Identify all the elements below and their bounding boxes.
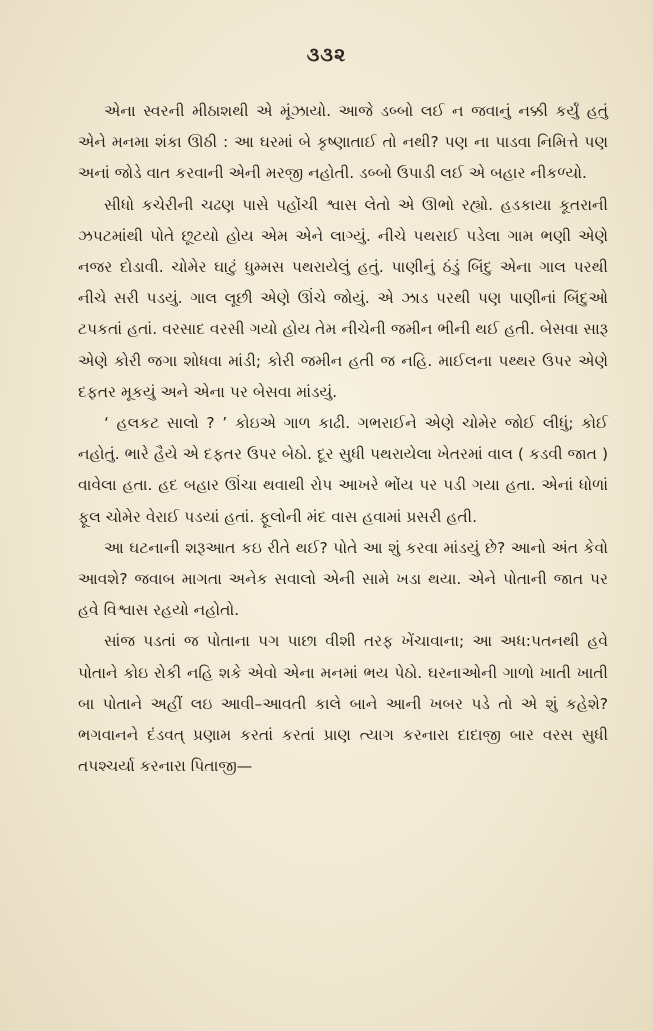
paragraph-2: સીધો કચેરીની ચઢણ પાસે પહોંચી શ્વાસ લેતો એ ઊભો રહ્યો. હડકાયા કૂતરાની ઝપટમાંથી પોતે છૂટયો હોય એમ એને લાગ્યું. નીચે પથરાઈ પડેલા ગામ ભણી એણે નજર દોડાવી. ચોમેર ઘાટું ધુમ્મસ પથરાયેલું હતું. પાણીનું ઠંડું બિંદુ એના ગાલ પરથી નીચે સરી પડયું. ગાલ લૂછી એણે ઊંચે જોયું. એ ઝાડ પરથી પણ પાણીનાં બિંદુઓ ટપકતાં હતાં. વરસાદ વરસી ગયો હોય તેમ નીચેની જમીન ભીની થઈ હતી. બેસવા સારૂ એણે કોરી જગા શોધવા માંડી; કોરી જમીન હતી જ નહિ. માઈલના પથ્થર ઉપર એણે દફતર મૂકયું અને એના પર બેસવા માંડયું. (78, 195, 608, 401)
paragraph-3: ‘ હલકટ સાલો ? ’ કોઇએ ગાળ કાઢી. ગભરાઈને એણે ચોમેર જોઈ લીધું; કોઈ નહોતું. ભારે હૈયે એ દફતર ઉપર બેઠો. દૂર સુધી પથરાયેલા ખેતરમાં વાલ ( કડવી જાત ) વાવેલા હતા. હદ બહાર ઊંચા થવાથી રોપ આખરે ભોંય પર પડી ગયા હતા. એનાં ધોળાં ફૂલ ચોમેર વેરાઈ પડયાં હતાં. ફૂલોની મંદ વાસ હવામાં પ્રસરી હતી. (78, 414, 608, 526)
paragraph-5: સાંજ પડતાં જ પોતાના પગ પાછા વીશી તરફ ખેંચાવાના; આ અધ:પતનથી હવે પોતાને કોઇ રોકી નહિ શકે એવો એના મનમાં ભય પેઠો. ઘરનાઓની ગાળો ખાતી ખાતી બા પોતાને અહીં લઇ આવી–આવતી કાલે બાને આની ખબર પડે તો એ શું કહેશે? ભગવાનને દંડવત્ પ્રણામ કરતાં કરતાં પ્રાણ ત્યાગ કરનારા દાદાજી બાર વરસ સુધી તપશ્ચર્યા કરનારા પિતાજી— (78, 632, 608, 776)
paragraph-4: આ ઘટનાની શરૂઆત કઇ રીતે થઈ? પોતે આ શું કરવા માંડયું છે? આનો અંત કેવો આવશે? જવાબ માગતા અનેક સવાલો એની સામે ખડા થયા. એને પોતાની જાત પર હવે વિશ્વાસ રહયો નહોતો. (78, 538, 608, 620)
paragraph-1: એના સ્વરની મીઠાશથી એ મૂંઝાયો. આજે ડબ્બો લઈ ન જવાનું નક્કી કર્યું હતું એને મનમા શંકા ઊઠી : આ ઘરમાં બે કૃષ્ણાતાઈ તો નથી? પણ ના પાડવા નિમિત્તે પણ અનાં જોડે વાત કરવાની એની મરજી નહોતી. ડબ્બો ઉપાડી લઈ એ બહાર નીકળ્યો. (78, 102, 608, 183)
page-number: ૩૩૨ (306, 44, 347, 66)
body-text (78, 96, 608, 782)
